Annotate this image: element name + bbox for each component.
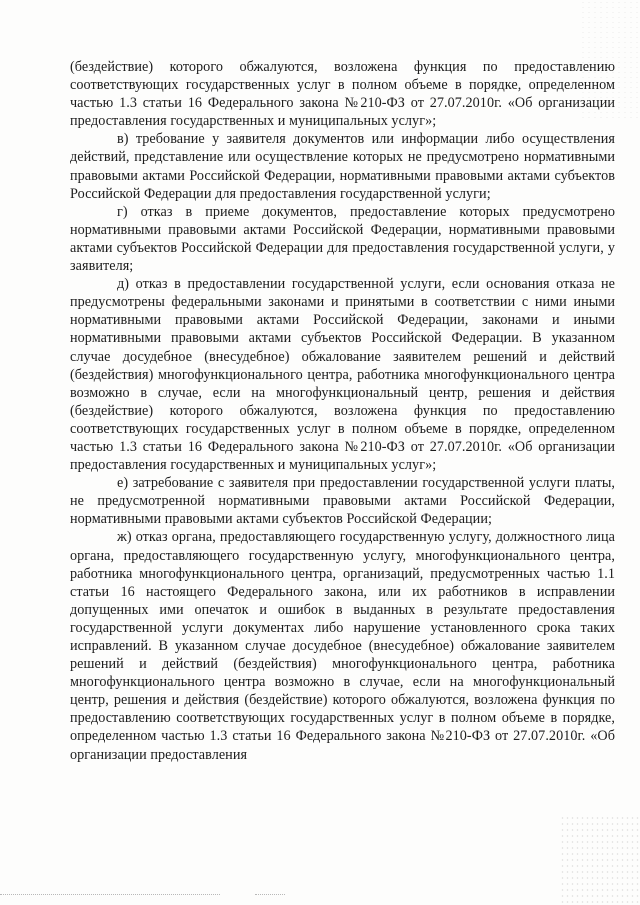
paragraph-item-d: д) отказ в предоставлении государственной услуги, если основания отказа не предусмотрены федеральными законами и принятыми в соответствии с ними иными нормативными правовыми актами Российской Федерации, законами и иными нормативными правовыми актами субъектов Российской Федерации. В указанном случае досудебное (внесудебное) обжалование заявителем решений и действий (бездействия) многофункционального центра, работника многофункционального центра возможно в случае, если на многофункциональный центр, решения и действия (бездействие) которого обжалуются, возложена функция по предоставлению соответствующих государственных услуг в полном объеме в порядке, определенном частью 1.3 статьи 16 Федерального закона №210-ФЗ от 27.07.2010г. «Об организации предоставления государственных и муниципальных услуг»; [70, 276, 615, 474]
paragraph-item-g: г) отказ в приеме документов, предоставление которых предусмотрено нормативными правовыми актами Российской Федерации, нормативными правовыми актами субъектов Российской Федерации для предоставления государственной услуги, у заявителя; [70, 203, 615, 275]
scan-edge-line [0, 894, 220, 895]
document-body [70, 58, 615, 764]
paragraph-continuation: (бездействие) которого обжалуются, возложена функция по предоставлению соответствующих государственных услуг в полном объеме в порядке, определенном частью 1.3 статьи 16 Федерального закона №210-ФЗ от 27.07.2010г. «Об организации предоставления государственных и муниципальных услуг»; [70, 59, 615, 130]
paragraph-item-v: в) требование у заявителя документов или информации либо осуществления действий, представление или осуществление которых не предусмотрено нормативными правовыми актами Российской Федерации, нормативными правовыми актами субъектов Российской Федерации для предоставления государственной услуги; [70, 131, 615, 202]
paragraph-item-e: е) затребование с заявителя при предоставлении государственной услуги платы, не предусмотренной нормативными правовыми актами Российской Федерации, нормативными правовыми актами субъектов Российской Федерации; [70, 475, 615, 528]
paragraph-item-zh: ж) отказ органа, предоставляющего государственную услугу, должностного лица органа, предоставляющего государственную услугу, многофункционального центра, работника многофункционального центра, организаций, предусмотренных частью 1.1 статьи 16 настоящего Федерального закона, или их работников в исправлении допущенных ими опечаток и ошибок в выданных в результате предоставления государственной услуги документах либо нарушение установленного срока таких исправлений. В указанном случае досудебное (внесудебное) обжалование заявителем решений и действий (бездействия) многофункционального центра, работника многофункционального центра возможно в случае, если на многофункциональный центр, решения и действия (бездействие) которого обжалуются, возложена функция по предоставлению соответствующих государственных услуг в полном объеме в порядке, определенном частью 1.3 статьи 16 Федерального закона №210-ФЗ от 27.07.2010г. «Об организации предоставления [70, 529, 615, 763]
scan-noise-bottom [560, 815, 640, 905]
scan-edge-line-short [255, 894, 285, 895]
